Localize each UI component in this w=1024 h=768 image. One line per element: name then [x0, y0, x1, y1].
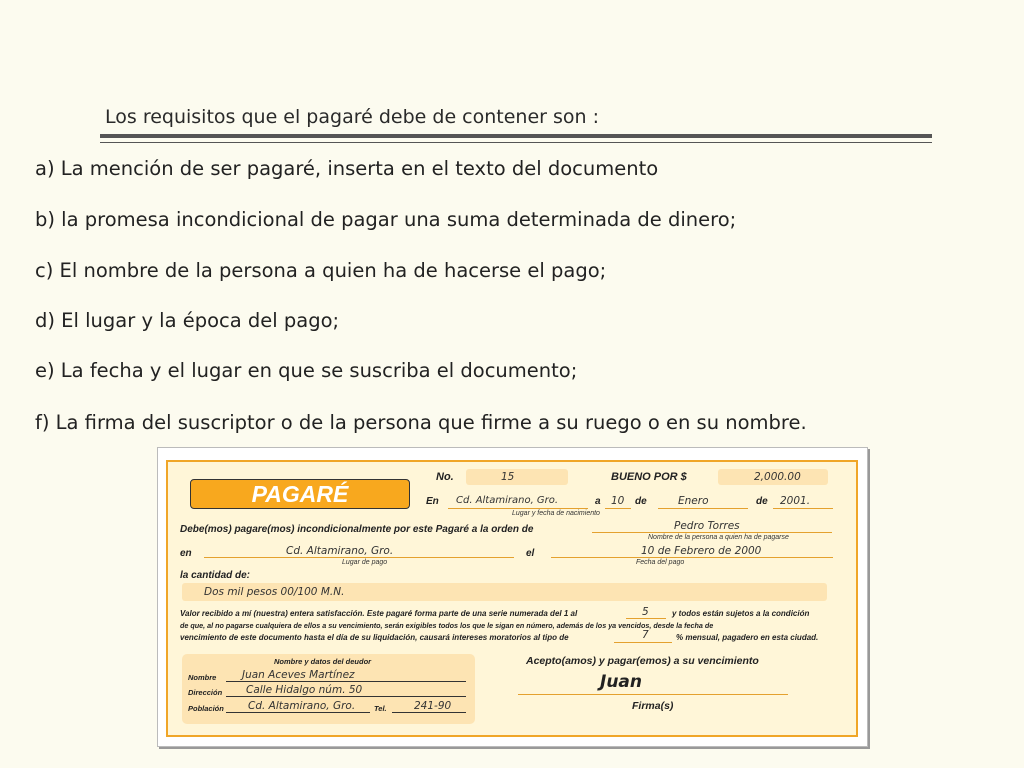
month-line	[658, 508, 748, 509]
a-label: a	[595, 496, 601, 507]
payee-line	[592, 532, 832, 533]
bueno-label: BUENO POR $	[611, 471, 687, 483]
tel-line	[392, 712, 466, 713]
pay-place-line	[204, 557, 514, 558]
debtor-title: Nombre y datos del deudor	[274, 657, 372, 666]
nombre-value: Juan Aceves Martínez	[242, 669, 355, 681]
requirement-a: a) La mención de ser pagaré, inserta en el texto del documento	[35, 157, 659, 180]
amount-words-value: Dos mil pesos 00/100 M.N.	[204, 586, 345, 598]
direccion-line	[226, 696, 466, 697]
interest-line	[614, 642, 672, 643]
acepto-text: Acepto(amos) y pagar(emos) a su vencimiento	[526, 655, 759, 667]
month-value: Enero	[678, 495, 709, 507]
signature: Juan	[600, 672, 643, 692]
de-label: de	[635, 496, 647, 507]
signature-line	[518, 694, 788, 695]
clause-3: vencimiento de este documento hasta el día de su liquidación, causará intereses moratorios al tipo de	[180, 633, 569, 642]
pay-date-value: 10 de Febrero de 2000	[641, 545, 762, 557]
place-date-caption: Lugar y fecha de nacimiento	[512, 510, 600, 517]
place-value: Cd. Altamirano, Gro.	[456, 495, 559, 506]
pay-date-line	[551, 557, 833, 558]
pay-place-caption: Lugar de pago	[342, 559, 388, 566]
tel-label: Tel.	[374, 704, 387, 713]
de2-label: de	[756, 496, 768, 507]
requirement-b: b) la promesa incondicional de pagar una suma determinada de dinero;	[35, 208, 737, 231]
year-value: 2001.	[780, 495, 811, 507]
place-line	[448, 508, 588, 509]
tel-value: 241-90	[414, 700, 452, 712]
poblacion-value: Cd. Altamirano, Gro.	[248, 700, 356, 712]
clause-1: Valor recibido a mí (nuestra) entera satisfacción. Este pagaré forma parte de una serie numerada del 1 al	[180, 609, 578, 618]
requirement-f: f) La firma del suscriptor o de la persona que firme a su ruego o en su nombre.	[35, 411, 807, 434]
clause-2: de que, al no pagarse cualquiera de ellos a su vencimiento, serán exigibles todos los que le sigan en número, además de los ya vencidos, desde la fecha de	[180, 621, 714, 630]
requirement-c: c) El nombre de la persona a quien ha de hacerse el pago;	[35, 259, 607, 282]
debe-text: Debe(mos) pagare(mos) incondicionalmente por este Pagaré a la orden de	[180, 524, 534, 535]
interest-value: 7	[642, 629, 649, 641]
no-field	[466, 469, 568, 485]
direccion-label: Dirección	[188, 688, 223, 697]
amount-field	[718, 469, 828, 485]
year-line	[773, 508, 833, 509]
heading: Los requisitos que el pagaré debe de contener son :	[105, 106, 600, 128]
clause-3b: % mensual, pagadero en esta ciudad.	[676, 633, 819, 642]
cantidad-label: la cantidad de:	[180, 570, 251, 581]
en2-label: en	[180, 548, 192, 559]
payee-caption: Nombre de la persona a quien ha de pagarse	[648, 534, 789, 541]
poblacion-label: Población	[188, 704, 224, 713]
series-total-line	[626, 618, 666, 619]
series-total-value: 5	[642, 606, 649, 618]
nombre-line	[226, 681, 466, 682]
firma-label: Firma(s)	[632, 700, 674, 712]
day-value: 10	[611, 495, 625, 507]
pagare-form-border	[166, 460, 858, 737]
nombre-label: Nombre	[188, 673, 217, 682]
heading-rule-thick	[100, 134, 932, 138]
debtor-box	[182, 654, 475, 724]
pagare-title: PAGARÉ	[190, 479, 410, 509]
no-label: No.	[436, 471, 454, 483]
payee-value: Pedro Torres	[674, 520, 740, 532]
direccion-value: Calle Hidalgo núm. 50	[246, 684, 363, 696]
amount-words-field	[182, 583, 827, 601]
clause-1b: y todos están sujetos a la condición	[672, 609, 810, 618]
en-label: En	[426, 496, 439, 507]
poblacion-line	[226, 712, 370, 713]
pay-place-value: Cd. Altamirano, Gro.	[286, 545, 394, 557]
pagare-form-image	[157, 447, 868, 747]
requirement-e: e) La fecha y el lugar en que se suscriba el documento;	[35, 359, 578, 382]
requirement-d: d) El lugar y la época del pago;	[35, 309, 340, 332]
heading-rule-thin	[100, 142, 932, 143]
amount-value: 2,000.00	[754, 471, 801, 483]
pay-date-caption: Fecha del pago	[636, 559, 685, 566]
no-value: 15	[501, 471, 515, 483]
el-label: el	[526, 548, 535, 559]
day-line	[605, 508, 631, 509]
